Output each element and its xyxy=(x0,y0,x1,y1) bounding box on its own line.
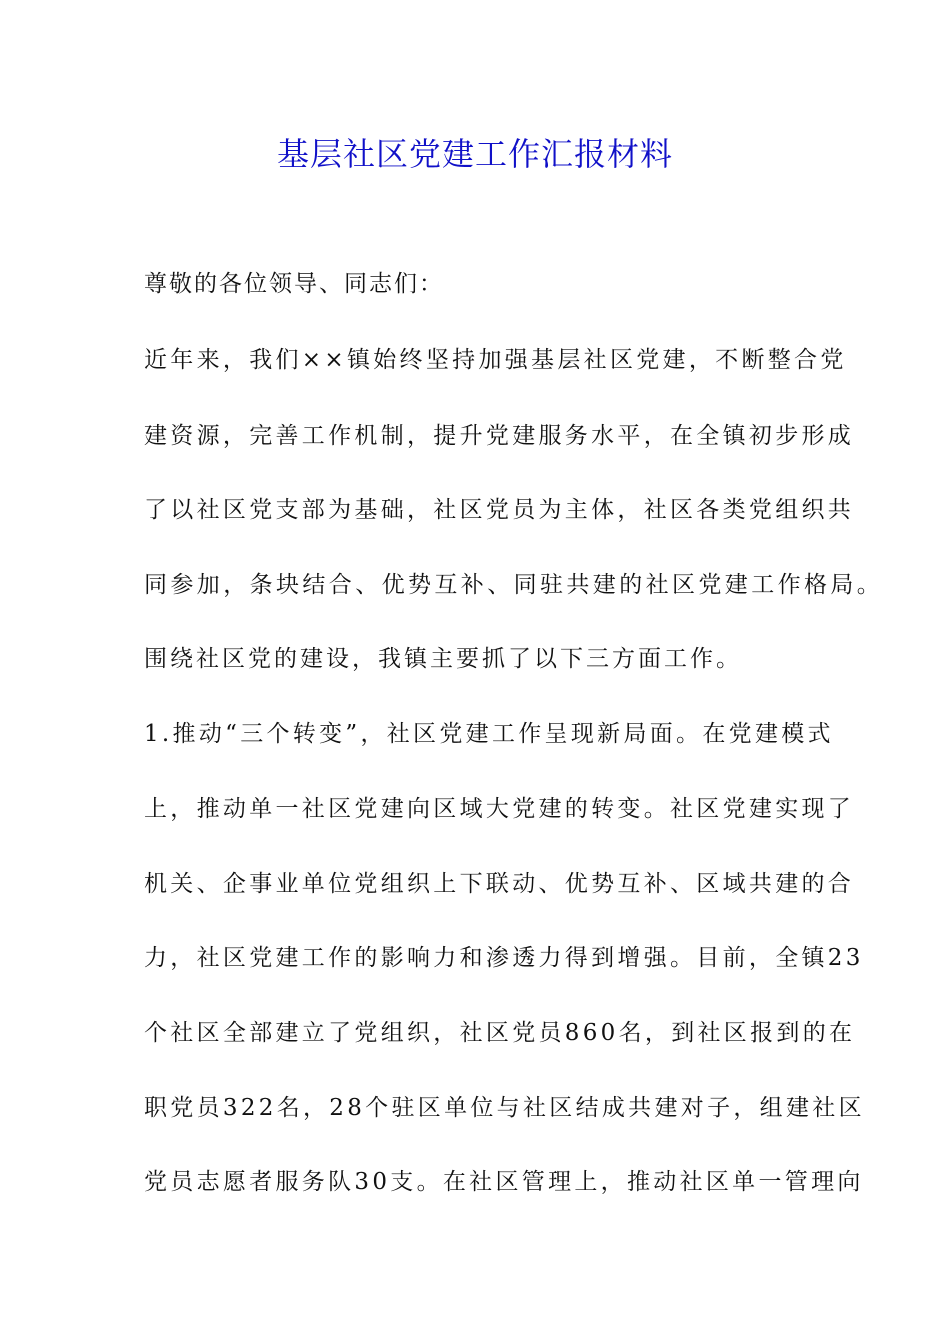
body-line-5: 围绕社区党的建设，我镇主要抓了以下三方面工作。 xyxy=(144,646,742,672)
body-line-10: 个社区全部建立了党组织，社区党员860名，到社区报到的在 xyxy=(144,1020,856,1046)
document-title: 基层社区党建工作汇报材料 xyxy=(276,135,673,173)
body-line-11: 职党员322名，28个驻区单位与社区结成共建对子，组建社区 xyxy=(144,1095,865,1121)
body-line-8: 机关、企事业单位党组织上下联动、优势互补、区域共建的合 xyxy=(144,871,855,897)
salutation-line: 尊敬的各位领导、同志们： xyxy=(144,271,444,297)
body-line-2: 建资源，完善工作机制，提升党建服务水平，在全镇初步形成 xyxy=(144,423,855,449)
body-line-4: 同参加，条块结合、优势互补、同驻共建的社区党建工作格局。 xyxy=(144,572,884,598)
body-line-3: 了以社区党支部为基础，社区党员为主体，社区各类党组织共 xyxy=(144,497,855,523)
body-line-9: 力，社区党建工作的影响力和渗透力得到增强。目前，全镇23 xyxy=(144,945,864,971)
body-line-6: 1.推动“三个转变”，社区党建工作呈现新局面。在党建模式 xyxy=(144,721,834,747)
body-line-12: 党员志愿者服务队30支。在社区管理上，推动社区单一管理向 xyxy=(144,1169,864,1195)
body-line-7: 上，推动单一社区党建向区域大党建的转变。社区党建实现了 xyxy=(144,796,855,822)
body-line-1: 近年来，我们××镇始终坚持加强基层社区党建，不断整合党 xyxy=(144,347,847,373)
